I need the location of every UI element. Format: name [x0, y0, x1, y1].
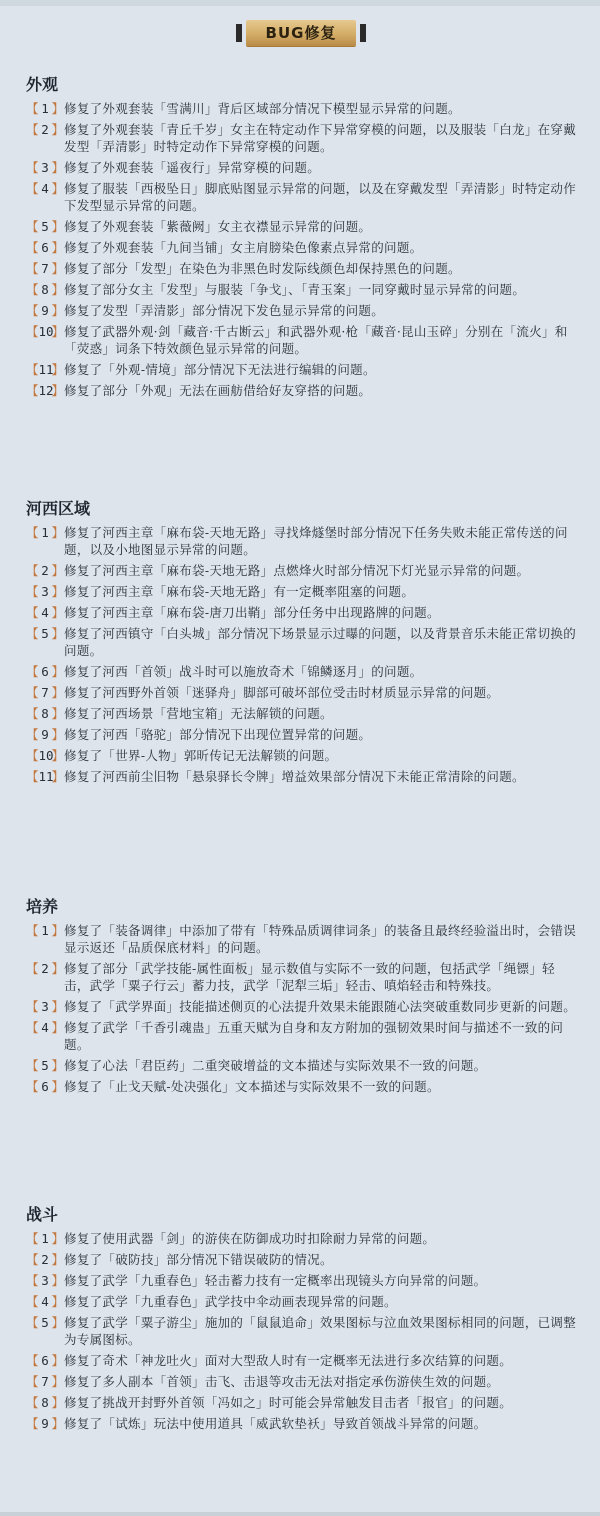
item-text: 修复了「破防技」部分情况下错误破防的情况。: [64, 1252, 333, 1267]
section-combat: [26, 1204, 578, 1436]
item-text: 修复了部分女主「发型」与服装「争戈」、「青玉案」一同穿戴时显示异常的问题。: [64, 282, 526, 297]
item-text: 修复了河西「骆驼」部分情况下出现位置异常的问题。: [64, 727, 372, 742]
fix-item: [26, 382, 578, 399]
section-title: 外观: [26, 75, 59, 94]
item-number: 【 8 】: [26, 282, 65, 297]
item-number: 【 4 】: [26, 1294, 65, 1309]
item-number: 【 7 】: [26, 685, 65, 700]
item-number: 【 7 】: [26, 1374, 65, 1389]
item-number: 【 6 】: [26, 1079, 65, 1094]
item-number-value: 2: [41, 961, 49, 976]
section-title: 培养: [26, 897, 59, 916]
fix-item: [26, 747, 578, 764]
fix-item: [26, 524, 578, 558]
item-number: 【 8 】: [26, 706, 65, 721]
item-text: 修复了武学「九重春色」武学技中伞动画表现异常的问题。: [64, 1294, 397, 1309]
fix-item: [26, 583, 578, 600]
item-text: 修复了「试炼」玩法中使用道具「威武软垫袄」导致首领战斗异常的问题。: [64, 1416, 487, 1431]
item-number-value: 6: [41, 1079, 49, 1094]
item-number: 【 1 】: [26, 1231, 65, 1246]
item-number-value: 4: [41, 605, 49, 620]
item-number-value: 6: [41, 1353, 49, 1368]
item-number-value: 1: [41, 101, 49, 116]
item-number-value: 5: [41, 626, 49, 641]
item-text: 修复了发型「弄清影」部分情况下发色显示异常的问题。: [64, 303, 385, 318]
fix-item: [26, 562, 578, 579]
fix-item: [26, 1415, 578, 1432]
fix-item: [26, 960, 578, 994]
item-text: 修复了外观套装「青丘千岁」女主在特定动作下异常穿模的问题，以及服装「白龙」在穿戴发型「弄清影」时特定动作下异常穿模的问题。: [64, 122, 577, 154]
item-number-value: 6: [41, 664, 49, 679]
fix-item: [26, 1314, 578, 1348]
item-text: 修复了「外观-情境」部分情况下无法进行编辑的问题。: [64, 362, 376, 377]
item-text: 修复了外观套装「雪满川」背后区域部分情况下模型显示异常的问题。: [64, 101, 461, 116]
item-number-value: 12: [38, 383, 54, 398]
item-number-value: 8: [41, 1395, 49, 1410]
item-text: 修复了「止戈天赋-处决强化」文本描述与实际效果不一致的问题。: [64, 1079, 440, 1094]
item-number-value: 3: [41, 584, 49, 599]
item-number-value: 4: [41, 1294, 49, 1309]
item-number-value: 10: [38, 324, 54, 339]
item-number: 【11】: [26, 769, 65, 784]
fix-item: [26, 726, 578, 743]
item-text: 修复了奇术「神龙吐火」面对大型敌人时有一定概率无法进行多次结算的问题。: [64, 1353, 513, 1368]
item-text: 修复了河西野外首领「迷驿舟」脚部可破坏部位受击时材质显示异常的问题。: [64, 685, 500, 700]
item-number: 【 2 】: [26, 961, 65, 976]
item-number-value: 4: [41, 1020, 49, 1035]
item-number-value: 11: [38, 769, 54, 784]
fix-item: [26, 705, 578, 722]
fix-item: [26, 1078, 578, 1095]
fix-item: [26, 768, 578, 785]
fix-item: [26, 180, 578, 214]
item-number: 【 9 】: [26, 303, 65, 318]
bottom-edge: [0, 1512, 600, 1516]
fix-item: [26, 1057, 578, 1074]
item-number: 【 3 】: [26, 999, 65, 1014]
item-text: 修复了河西主章「麻布袋-天地无路」点燃烽火时部分情况下灯光显示异常的问题。: [64, 563, 530, 578]
fix-item: [26, 302, 578, 319]
fix-item: [26, 1251, 578, 1268]
fix-item: [26, 218, 578, 235]
item-text: 修复了外观套装「紫薇阙」女主衣襟显示异常的问题。: [64, 219, 372, 234]
fix-item: [26, 1230, 578, 1247]
item-number: 【 5 】: [26, 1315, 65, 1330]
item-number-value: 4: [41, 181, 49, 196]
item-text: 修复了挑战开封野外首领「冯如之」时可能会异常触发目击者「报官」的问题。: [64, 1395, 513, 1410]
item-number: 【 3 】: [26, 160, 65, 175]
item-text: 修复了河西前尘旧物「悬泉驿长令牌」增益效果部分情况下未能正常清除的问题。: [64, 769, 525, 784]
item-number-value: 1: [41, 525, 49, 540]
section-cultivation: [26, 896, 578, 1099]
item-number: 【 2 】: [26, 1252, 65, 1267]
item-text: 修复了服装「西极坠日」脚底贴图显示异常的问题，以及在穿戴发型「弄清影」时特定动作下发型显示异常的问题。: [64, 181, 577, 213]
item-text: 修复了外观套装「遥夜行」异常穿模的问题。: [64, 160, 321, 175]
fix-item: [26, 1272, 578, 1289]
fix-item: [26, 159, 578, 176]
item-number: 【10】: [26, 748, 65, 763]
section-title: 战斗: [26, 1205, 59, 1224]
item-number-value: 2: [41, 1252, 49, 1267]
item-text: 修复了外观套装「九间当铺」女主肩膀染色像素点异常的问题。: [64, 240, 423, 255]
item-number: 【 4 】: [26, 605, 65, 620]
fix-item: [26, 1352, 578, 1369]
item-number: 【 8 】: [26, 1395, 65, 1410]
item-number: 【 1 】: [26, 525, 65, 540]
fix-item: [26, 1293, 578, 1310]
item-text: 修复了河西主章「麻布袋-唐刀出鞘」部分任务中出现路牌的问题。: [64, 605, 440, 620]
item-text: 修复了多人副本「首领」击飞、击退等攻击无法对指定承伤游侠生效的问题。: [64, 1374, 500, 1389]
fix-item: [26, 281, 578, 298]
item-text: 修复了武器外观·剑「藏音·千古断云」和武器外观·枪「藏音·昆山玉碎」分别在「流火」和「荧惑」词条下特效颜色显示异常的问题。: [64, 324, 568, 356]
item-text: 修复了河西「首领」战斗时可以施放奇术「锦鳞逐月」的问题。: [64, 664, 423, 679]
fix-item: [26, 1373, 578, 1390]
item-number: 【 2 】: [26, 563, 65, 578]
item-number-value: 1: [41, 923, 49, 938]
item-number-value: 1: [41, 1231, 49, 1246]
fix-item: [26, 100, 578, 117]
item-number: 【 7 】: [26, 261, 65, 276]
item-text: 修复了武学「粟子游尘」施加的「鼠鼠追命」效果图标与泣血效果图标相同的问题，已调整为专属图标。: [64, 1315, 577, 1347]
fix-item: [26, 922, 578, 956]
fix-item: [26, 625, 578, 659]
item-text: 修复了武学「九重春色」轻击蓄力技有一定概率出现镜头方向异常的问题。: [64, 1273, 487, 1288]
item-number: 【 4 】: [26, 1020, 65, 1035]
item-number-value: 3: [41, 160, 49, 175]
item-number-value: 5: [41, 1058, 49, 1073]
item-number: 【 1 】: [26, 923, 65, 938]
item-text: 修复了部分「发型」在染色为非黑色时发际线颜色却保持黑色的问题。: [64, 261, 461, 276]
item-number-value: 10: [38, 748, 54, 763]
item-number: 【 6 】: [26, 664, 65, 679]
fix-item: [26, 1019, 578, 1053]
item-text: 修复了心法「君臣药」二重突破增益的文本描述与实际效果不一致的问题。: [64, 1058, 487, 1073]
fix-item: [26, 604, 578, 621]
item-text: 修复了使用武器「剑」的游侠在防御成功时扣除耐力异常的问题。: [64, 1231, 436, 1246]
item-number-value: 7: [41, 685, 49, 700]
item-number: 【 3 】: [26, 1273, 65, 1288]
item-text: 修复了武学「千香引魂蛊」五重天赋为自身和友方附加的强韧效果时间与描述不一致的问题。: [64, 1020, 564, 1052]
fix-item: [26, 260, 578, 277]
item-number: 【 5 】: [26, 1058, 65, 1073]
item-text: 修复了「世界-人物」郭昕传记无法解锁的问题。: [64, 748, 338, 763]
fix-item: [26, 998, 578, 1015]
item-text: 修复了「装备调律」中添加了带有「特殊品质调律词条」的装备且最终经验溢出时，会错误显示返还「品质保底材料」的问题。: [64, 923, 577, 955]
item-number-value: 5: [41, 1315, 49, 1330]
item-number: 【 1 】: [26, 101, 65, 116]
item-text: 修复了河西场景「营地宝箱」无法解锁的问题。: [64, 706, 333, 721]
item-number: 【12】: [26, 383, 65, 398]
item-number-value: 9: [41, 1416, 49, 1431]
item-number-value: 2: [41, 563, 49, 578]
item-number: 【 3 】: [26, 584, 65, 599]
item-number: 【 6 】: [26, 240, 65, 255]
item-number-value: 6: [41, 240, 49, 255]
fix-item: [26, 684, 578, 701]
item-number-value: 2: [41, 122, 49, 137]
item-number: 【11】: [26, 362, 65, 377]
item-text: 修复了部分「武学技能-属性面板」显示数值与实际不一致的问题，包括武学「绳镖」轻击，武学「粟子行云」蓄力技，武学「泥犁三垢」轻击、嗔焰轻击和特殊技。: [64, 961, 555, 993]
item-number-value: 9: [41, 303, 49, 318]
bugfix-banner: BUG修复: [246, 20, 356, 46]
item-number: 【 9 】: [26, 727, 65, 742]
fix-item: [26, 323, 578, 357]
item-number-value: 5: [41, 219, 49, 234]
item-number: 【 5 】: [26, 626, 65, 641]
item-number-value: 3: [41, 1273, 49, 1288]
item-number-value: 7: [41, 1374, 49, 1389]
item-number-value: 8: [41, 282, 49, 297]
item-text: 修复了河西主章「麻布袋-天地无路」有一定概率阻塞的问题。: [64, 584, 415, 599]
item-number-value: 9: [41, 727, 49, 742]
section-title: 河西区域: [26, 499, 91, 518]
fix-item: [26, 239, 578, 256]
item-number: 【 9 】: [26, 1416, 65, 1431]
item-number-value: 7: [41, 261, 49, 276]
fix-item: [26, 1394, 578, 1411]
item-number: 【 6 】: [26, 1353, 65, 1368]
fix-item: [26, 361, 578, 378]
item-text: 修复了部分「外观」无法在画舫借给好友穿搭的问题。: [64, 383, 372, 398]
item-text: 修复了河西镇守「白头城」部分情况下场景显示过曝的问题，以及背景音乐未能正常切换的问题。: [64, 626, 577, 658]
item-number: 【 5 】: [26, 219, 65, 234]
fix-item: [26, 663, 578, 680]
item-number: 【10】: [26, 324, 65, 339]
item-number-value: 8: [41, 706, 49, 721]
item-number: 【 4 】: [26, 181, 65, 196]
item-number-value: 11: [38, 362, 54, 377]
item-number: 【 2 】: [26, 122, 65, 137]
section-hexi-region: [26, 498, 578, 789]
fix-item: [26, 121, 578, 155]
section-appearance: [26, 74, 578, 403]
item-number-value: 3: [41, 999, 49, 1014]
item-text: 修复了「武学界面」技能描述侧页的心法提升效果未能跟随心法突破重数同步更新的问题。: [64, 999, 577, 1014]
item-text: 修复了河西主章「麻布袋-天地无路」寻找烽燧堡时部分情况下任务失败未能正常传送的问题，以及小地图显示异常的问题。: [64, 525, 568, 557]
top-edge: [0, 0, 600, 6]
